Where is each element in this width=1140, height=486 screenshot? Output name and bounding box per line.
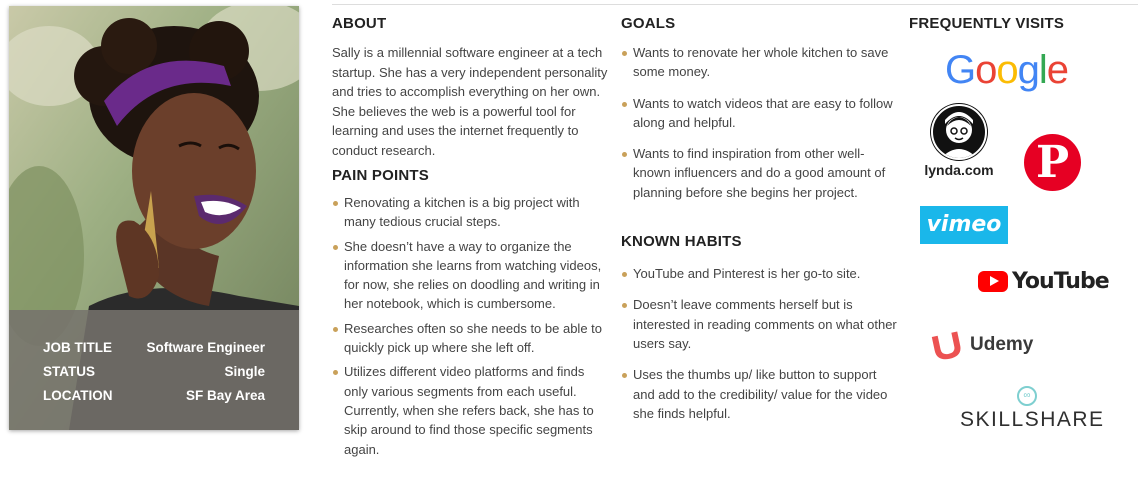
skillshare-swirl-icon: ∞ bbox=[1017, 386, 1037, 406]
persona-photo-card bbox=[9, 6, 299, 430]
pain-points-list bbox=[332, 193, 610, 459]
udemy-wordmark: Udemy bbox=[970, 334, 1034, 355]
skillshare-wordmark: SKILLSHARE bbox=[960, 408, 1105, 431]
info-value: Software Engineer bbox=[146, 340, 265, 355]
habits-list bbox=[621, 264, 897, 423]
vimeo-logo bbox=[920, 206, 1008, 244]
info-label: STATUS bbox=[43, 364, 95, 379]
list-item: Wants to find inspiration from other well-known influencers and do a good amount of planning before she begins her project. bbox=[621, 144, 897, 202]
lynda-wordmark: lynda.com bbox=[924, 162, 994, 178]
info-value: SF Bay Area bbox=[185, 388, 265, 403]
udemy-logo bbox=[930, 330, 1033, 360]
info-label: LOCATION bbox=[43, 388, 113, 403]
list-item: Researches often so she needs to be able to quickly pick up where she left off. bbox=[332, 319, 610, 358]
known-habits-heading: KNOWN HABITS bbox=[621, 233, 742, 251]
google-letter: G bbox=[945, 48, 976, 92]
list-item: Wants to watch videos that are easy to follow along and helpful. bbox=[621, 94, 897, 133]
list-item: Renovating a kitchen is a big project with many tedious crucial steps. bbox=[332, 193, 610, 232]
google-logo bbox=[945, 48, 1068, 93]
google-letter: l bbox=[1038, 48, 1047, 92]
list-item: Utilizes different video platforms and finds only various segments from each useful. Currently, when she refers back, she has to skip around to find those specific segments again. bbox=[332, 362, 610, 458]
goals-column bbox=[621, 6, 897, 423]
goals-heading: GOALS bbox=[621, 15, 676, 32]
info-row-location bbox=[9, 384, 299, 408]
lynda-portrait-icon bbox=[931, 104, 987, 160]
lynda-logo bbox=[919, 104, 999, 178]
list-item: YouTube and Pinterest is her go-to site. bbox=[621, 264, 897, 283]
top-divider bbox=[332, 4, 1138, 5]
list-item: Wants to renovate her whole kitchen to save some money. bbox=[621, 43, 897, 82]
vimeo-wordmark: vimeo bbox=[926, 212, 1002, 237]
skillshare-logo bbox=[960, 386, 1105, 432]
pinterest-p-icon: P bbox=[1035, 137, 1070, 188]
youtube-play-icon bbox=[978, 271, 1008, 292]
about-text: Sally is a millennial software engineer at a tech startup. She has a very independent personality and tries to accomplish everything on her own. She believes the web is a powerful tool for learning and uses the internet frequently to conduct research. bbox=[332, 45, 608, 158]
about-heading: ABOUT bbox=[332, 15, 387, 32]
google-letter: g bbox=[1017, 48, 1039, 92]
info-row-job-title bbox=[9, 336, 299, 360]
youtube-logo bbox=[978, 266, 1109, 296]
pinterest-logo bbox=[1024, 134, 1081, 191]
persona-info-panel bbox=[9, 310, 299, 430]
google-letter: e bbox=[1046, 48, 1069, 92]
pain-points-heading: PAIN POINTS bbox=[332, 167, 429, 184]
list-item: Doesn’t leave comments herself but is interested in reading comments on what other users say. bbox=[621, 295, 897, 353]
youtube-wordmark: YouTube bbox=[1012, 268, 1109, 294]
list-item: Uses the thumbs up/ like button to support and add to the credibility/ value for the video she finds helpful. bbox=[621, 365, 897, 423]
info-value: Single bbox=[224, 364, 265, 379]
list-item: She doesn’t have a way to organize the information she learns from watching videos, for now, she relies on doodling and writing in her notebook, which is cumbersome. bbox=[332, 237, 610, 314]
visits-column bbox=[909, 6, 1119, 34]
info-row-status bbox=[9, 360, 299, 384]
goals-list bbox=[621, 43, 897, 202]
frequently-visits-heading: FREQUENTLY VISITS bbox=[909, 15, 1065, 32]
google-letter: o bbox=[975, 48, 997, 92]
about-column bbox=[332, 6, 610, 459]
google-letter: o bbox=[996, 48, 1018, 92]
info-label: JOB TITLE bbox=[43, 340, 113, 355]
udemy-u-icon bbox=[930, 330, 964, 360]
